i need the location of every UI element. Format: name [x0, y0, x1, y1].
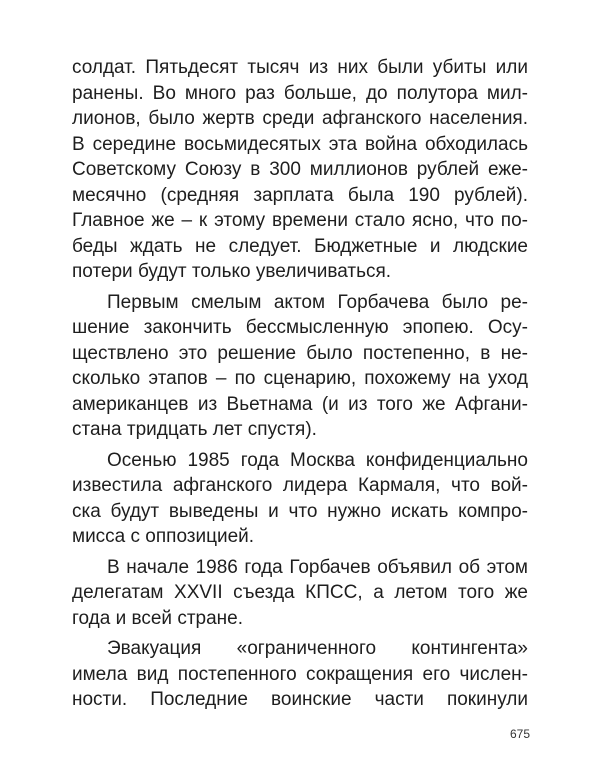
- text-line: ществлено это решение было постепенно, в не-: [72, 342, 528, 364]
- paragraph-2: [72, 290, 528, 443]
- text-line: американцев из Вьетнама (и из того же Афгани-: [72, 393, 528, 415]
- text-line: ска будут выведены и что нужно искать компро-: [72, 500, 528, 522]
- text-line: сколько этапов – по сценарию, похожему на уход: [72, 368, 528, 389]
- page-body-text: [72, 55, 528, 718]
- text-line: месячно (средняя зарплата была 190 рублей).: [72, 184, 528, 206]
- text-line: ранены. Во много раз больше, до полутора мил-: [72, 82, 528, 104]
- text-line: потери будут только увеличиваться.: [72, 261, 392, 282]
- text-line: стана тридцать лет спустя).: [72, 419, 317, 440]
- text-line: имела вид постепенного сокращения его числен-: [72, 663, 528, 685]
- text-line: шение закончить бессмысленную эпопею. Осу-: [72, 317, 528, 338]
- text-line: Осенью 1985 года Москва конфиденциально: [107, 449, 528, 471]
- paragraph-1: [72, 55, 528, 285]
- text-line: Эвакуация «ограниченного контингента»: [107, 638, 528, 659]
- text-line: Советскому Союзу в 300 миллионов рублей еже-: [72, 159, 528, 180]
- text-line: В начале 1986 года Горбачев объявил об этом: [107, 556, 528, 578]
- text-line: В середине восьмидесятых эта война обходилась: [72, 133, 528, 155]
- page-number: 675: [509, 727, 530, 741]
- text-line: ности. Последние воинские части покинули: [72, 689, 528, 710]
- text-line: солдат. Пятьдесят тысяч из них были убиты или: [72, 57, 528, 78]
- paragraph-4: [72, 555, 528, 632]
- text-line: лионов, было жертв среди афганского населения.: [72, 108, 528, 129]
- text-line: известила афганского лидера Кармаля, что вой-: [72, 475, 528, 496]
- text-line: беды ждать не следует. Бюджетные и людские: [72, 235, 528, 257]
- text-line: мисса с оппозицией.: [72, 526, 255, 547]
- text-line: делегатам XXVII съезда КПСС, а летом того же: [72, 582, 528, 603]
- paragraph-5: [72, 636, 528, 713]
- text-line: Первым смелым актом Горбачева было ре-: [107, 291, 528, 313]
- paragraph-3: [72, 448, 528, 550]
- text-line: Главное же – к этому времени стало ясно, что по-: [72, 210, 528, 231]
- text-line: года и всей стране.: [72, 607, 243, 629]
